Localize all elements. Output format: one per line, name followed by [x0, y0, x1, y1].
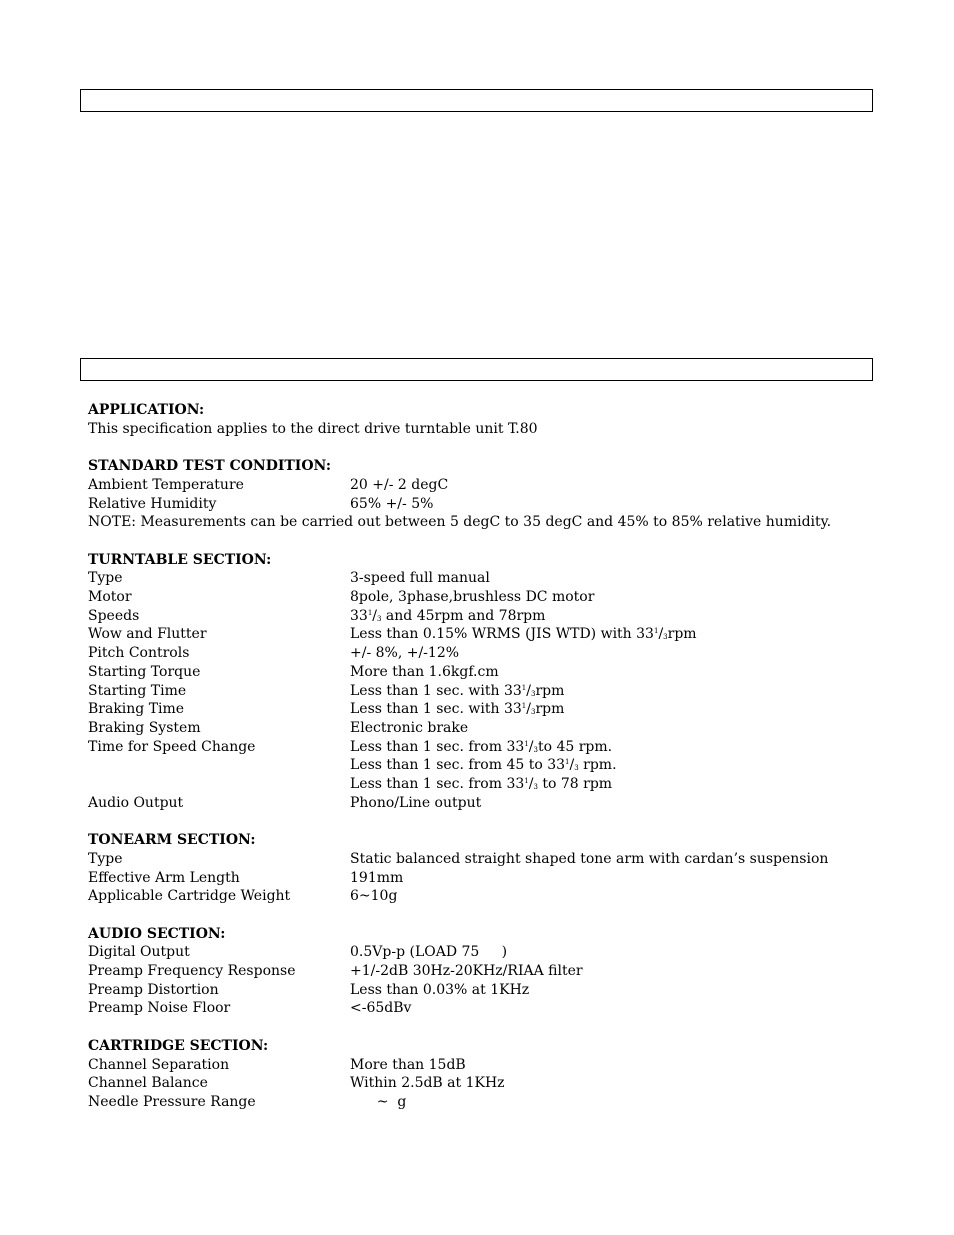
spec-value: Less than 0.03% at 1KHz: [350, 981, 530, 998]
spec-row-ambient-temperature: [88, 476, 908, 495]
spec-label: Ambient Temperature: [88, 476, 244, 493]
spec-row-digital-output: [88, 943, 908, 962]
spec-value: Less than 1 sec. with $33^1/_3rpm$: [350, 701, 565, 718]
spec-label: Preamp Frequency Response: [88, 963, 296, 980]
spec-label: Relative Humidity: [88, 495, 217, 512]
spec-row-speed-change: [88, 738, 908, 757]
spec-value: Within 2.5dB at 1KHz: [350, 1075, 505, 1092]
spec-label: Speeds: [88, 607, 140, 624]
spec-label: Type: [88, 570, 123, 587]
spec-value: Less than 1 sec. from $33^1/_3$ to 78 rpm: [350, 776, 613, 793]
spec-value: Less than 1 sec. from $33^1/_3to$ 45 rpm.: [350, 738, 613, 755]
spec-value: +/- 8%, +/-12%: [350, 645, 460, 662]
spec-row-noise-floor: [88, 999, 908, 1018]
spec-row-needle-pressure: [88, 1093, 908, 1112]
spec-value: 8pole, 3phase,brushless DC motor: [350, 589, 595, 605]
spec-row-freq-response: [88, 962, 908, 981]
spec-row-braking-system: [88, 719, 908, 738]
cartridge-heading: CARTRIDGE SECTION:: [88, 1037, 269, 1054]
spec-value: Static balanced straight shaped tone arm with cardan’s suspension: [350, 850, 829, 867]
spec-value: 20 +/- 2 degC: [350, 476, 449, 493]
spec-content: [88, 401, 908, 1112]
spec-label: Effective Arm Length: [88, 869, 240, 886]
spec-row-wow-flutter: [88, 625, 908, 644]
spec-label: Pitch Controls: [88, 645, 190, 662]
spec-row-audio-output: [88, 794, 908, 813]
spec-value: ~ g: [350, 1093, 407, 1110]
spec-row-motor: [88, 588, 908, 607]
spec-value: 191mm: [350, 869, 404, 886]
spec-value: More than 15dB: [350, 1056, 466, 1073]
spec-label: Braking System: [88, 719, 201, 736]
spec-label: Starting Torque: [88, 663, 201, 680]
spec-value: +1/-2dB 30Hz-20KHz/RIAA filter: [350, 963, 583, 980]
spec-row-starting-time: [88, 682, 908, 701]
spec-label: Braking Time: [88, 701, 185, 718]
tonearm-heading: TONEARM SECTION:: [88, 832, 256, 849]
spec-row-speeds: [88, 607, 908, 626]
spec-row-speed-change-2: [88, 756, 908, 775]
spec-label: Needle Pressure Range: [88, 1093, 256, 1110]
spec-label: Starting Time: [88, 682, 187, 699]
spec-label: Channel Balance: [88, 1075, 208, 1092]
spec-value: Less than 1 sec. from 45 to $33^1/_3$ rpm.: [350, 757, 617, 774]
spec-label: Wow and Flutter: [88, 626, 207, 643]
application-heading: APPLICATION:: [88, 402, 205, 418]
spec-label: Motor: [88, 589, 132, 605]
spec-row-starting-torque: [88, 663, 908, 682]
audio-heading: AUDIO SECTION:: [88, 925, 226, 942]
spec-value: 3-speed full manual: [350, 570, 490, 587]
spec-row-relative-humidity: [88, 495, 908, 514]
spec-row-channel-balance: [88, 1074, 908, 1093]
spec-label: Time for Speed Change: [88, 738, 256, 755]
spec-label: Audio Output: [88, 794, 184, 811]
title-box-top: [80, 89, 873, 112]
spec-value: Electronic brake: [350, 719, 469, 736]
spec-row-cartridge-weight: [88, 887, 908, 906]
spec-value: <-65dBv: [350, 1000, 412, 1017]
spec-value: Less than 0.15% WRMS (JIS WTD) with $33^1/_3rpm$: [350, 626, 697, 643]
spec-value: More than 1.6kgf.cm: [350, 663, 499, 680]
spec-row-channel-separation: [88, 1056, 908, 1075]
spec-row-braking-time: [88, 700, 908, 719]
spec-label: Type: [88, 850, 123, 867]
spec-row-type: [88, 569, 908, 588]
spec-value: 65% +/- 5%: [350, 495, 434, 512]
spec-label: Preamp Noise Floor: [88, 1000, 231, 1017]
spec-value: $33^1/_3$ and 45rpm and 78rpm: [350, 607, 546, 624]
standard-test-heading: STANDARD TEST CONDITION:: [88, 458, 332, 475]
spec-label: Preamp Distortion: [88, 981, 219, 998]
spec-value: Phono/Line output: [350, 794, 482, 811]
spec-value: Less than 1 sec. with $33^1/_3rpm$: [350, 682, 565, 699]
spec-row-pitch-controls: [88, 644, 908, 663]
application-text: This specification applies to the direct drive turntable unit T.80: [88, 420, 538, 437]
spec-label: Digital Output: [88, 944, 190, 961]
spec-value: 0.5Vp-p (LOAD 75 ): [350, 944, 508, 961]
spec-label: Channel Separation: [88, 1056, 230, 1073]
spec-row-arm-length: [88, 869, 908, 888]
spec-label: Applicable Cartridge Weight: [88, 888, 291, 905]
spec-row-tonearm-type: [88, 850, 908, 869]
title-box-spec: [80, 358, 873, 381]
standard-test-note: NOTE: Measurements can be carried out between 5 degC to 35 degC and 45% to 85% relative humidity.: [88, 514, 832, 531]
spec-row-distortion: [88, 981, 908, 1000]
spec-row-speed-change-3: [88, 775, 908, 794]
turntable-heading: TURNTABLE SECTION:: [88, 551, 272, 568]
spec-value: 6~10g: [350, 888, 398, 905]
